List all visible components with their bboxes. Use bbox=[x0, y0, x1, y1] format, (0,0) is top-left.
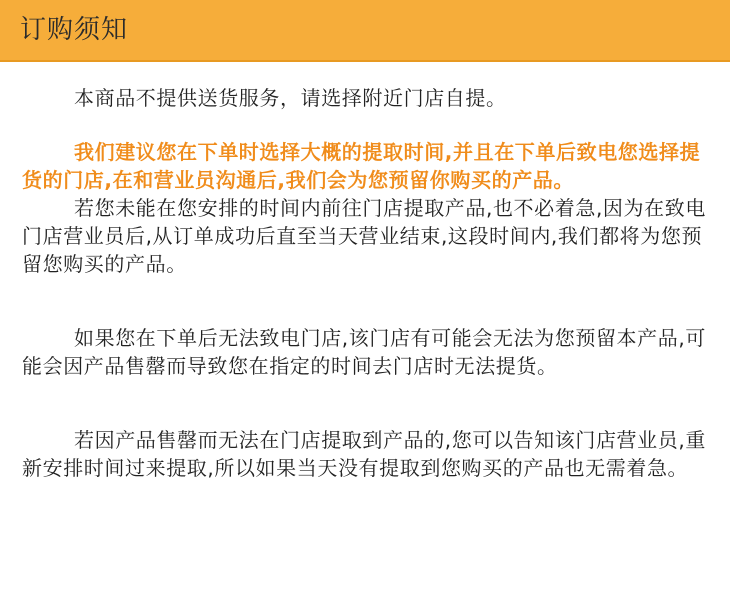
spacer bbox=[22, 112, 712, 138]
spacer bbox=[22, 380, 712, 426]
header-bar bbox=[0, 0, 730, 62]
page-title: 订购须知 bbox=[20, 15, 129, 45]
notice-paragraph-pickup: 本商品不提供送货服务，请选择附近门店自提。 bbox=[74, 86, 507, 110]
notice-paragraph-no-call: 如果您在下单后无法致电门店,该门店有可能会无法为您预留本产品,可能会因产品售罄而导致您在指定的时间去门店时无法提货。 bbox=[22, 326, 706, 378]
notice-content bbox=[22, 84, 712, 482]
notice-paragraph-sold-out: 若因产品售罄而无法在门店提取到产品的,您可以告知该门店营业员,重新安排时间过来提取,所以如果当天没有提取到您购买的产品也无需着急。 bbox=[22, 428, 706, 480]
notice-paragraph-recommendation: 我们建议您在下单时选择大概的提取时间,并且在下单后致电您选择提货的门店,在和营业员沟通后,我们会为您预留你购买的产品。 bbox=[22, 140, 701, 192]
spacer bbox=[22, 278, 712, 324]
notice-paragraph-reservation: 若您未能在您安排的时间内前往门店提取产品,也不必着急,因为在致电门店营业员后,从订单成功后直至当天营业结束,这段时间内,我们都将为您预留您购买的产品。 bbox=[22, 196, 706, 276]
